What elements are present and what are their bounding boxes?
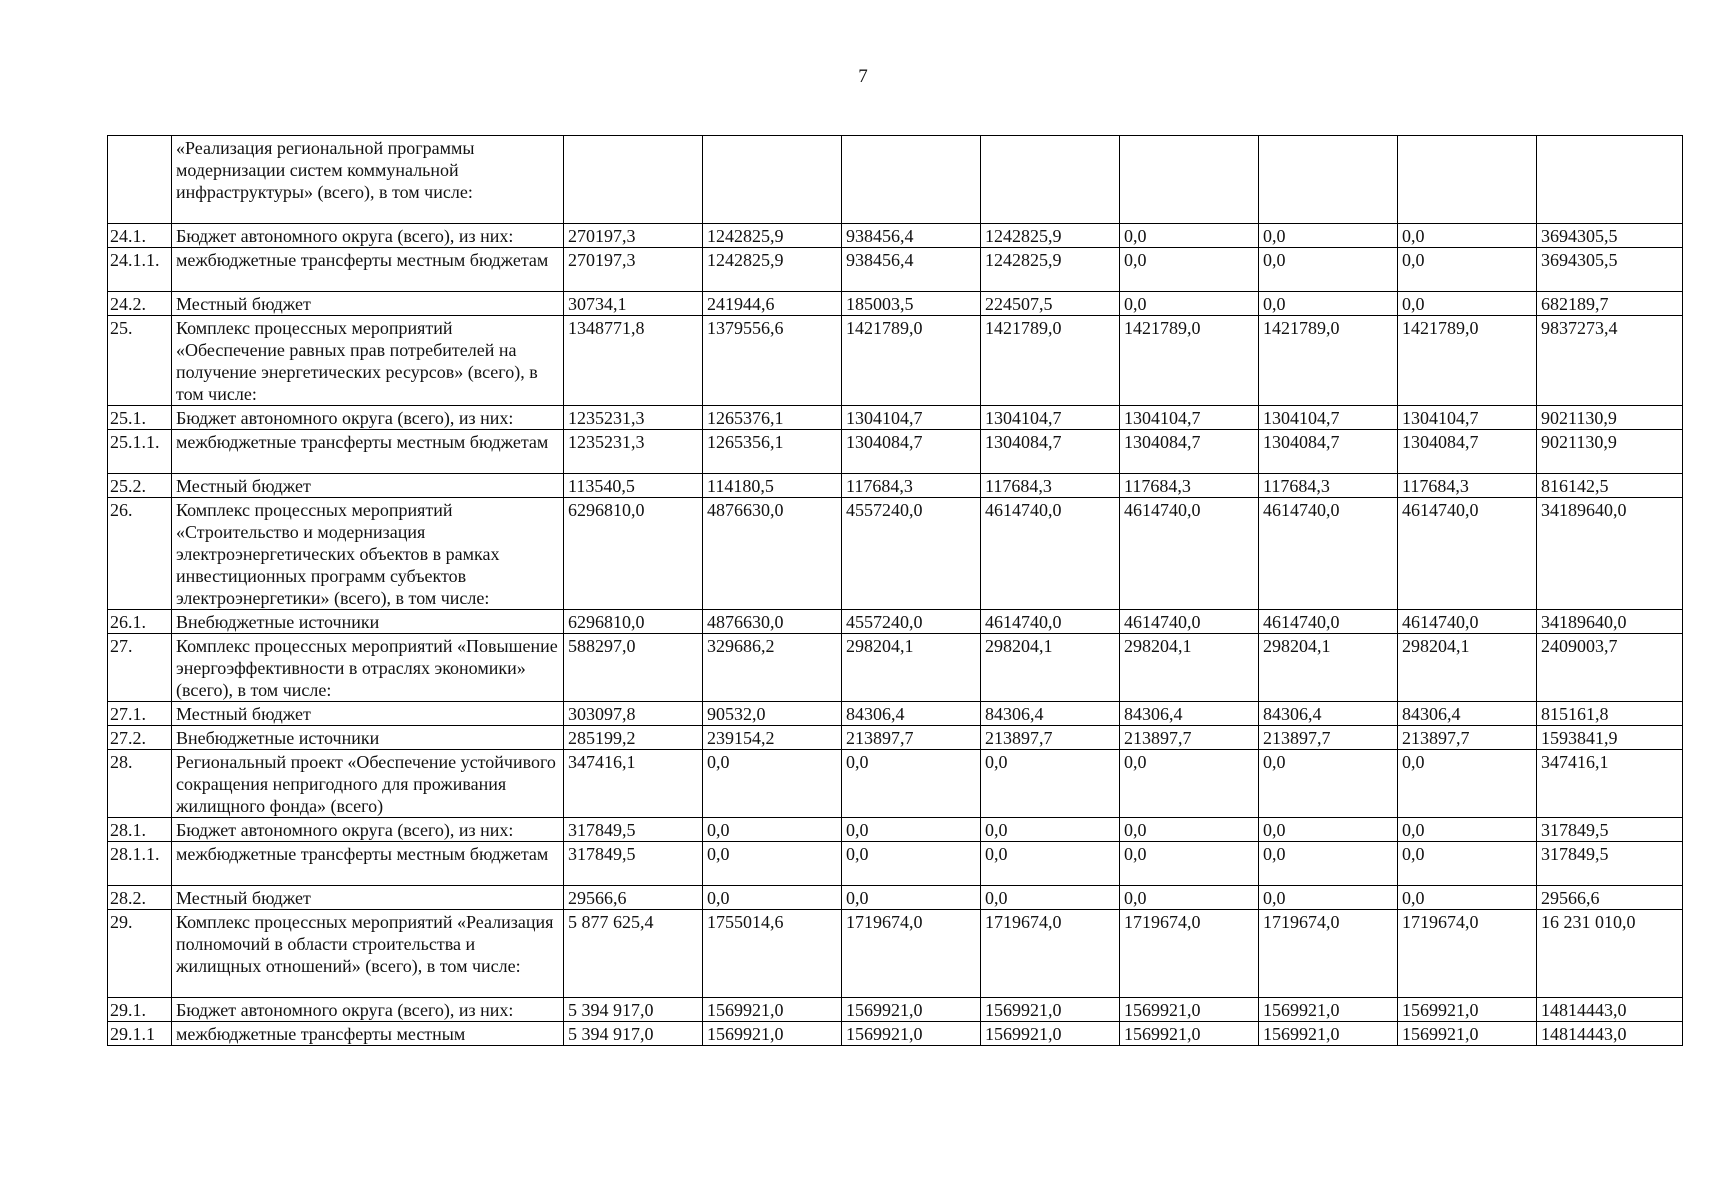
value-cell-col-6: 117684,3 [1259,474,1398,498]
value-cell-col-8: 16 231 010,0 [1537,910,1683,998]
row-code: 25.1.1. [108,430,172,474]
value-cell-col-1: 6296810,0 [564,498,703,610]
value-cell-col-7 [1398,136,1537,224]
value-cell-col-7: 84306,4 [1398,702,1537,726]
value-cell-col-2: 239154,2 [703,726,842,750]
value-cell-col-4: 0,0 [981,750,1120,818]
value-cell-col-5: 0,0 [1120,818,1259,842]
value-cell-col-5: 0,0 [1120,750,1259,818]
value-cell-col-5: 0,0 [1120,224,1259,248]
table-row [108,726,1683,750]
row-code: 27. [108,634,172,702]
value-cell-col-5: 1569921,0 [1120,998,1259,1022]
row-code: 25. [108,316,172,406]
value-cell-col-6: 1304104,7 [1259,406,1398,430]
value-cell-col-8: 9837273,4 [1537,316,1683,406]
value-cell-col-8: 3694305,5 [1537,248,1683,292]
value-cell-col-2: 0,0 [703,842,842,886]
value-cell-col-3: 1304104,7 [842,406,981,430]
value-cell-col-7: 1569921,0 [1398,998,1537,1022]
value-cell-col-1: 113540,5 [564,474,703,498]
row-code: 28.1.1. [108,842,172,886]
row-name: Комплекс процессных мероприятий «Повышение энергоэффективности в отраслях экономики» (всего), в том числе: [172,634,564,702]
value-cell-col-4: 84306,4 [981,702,1120,726]
value-cell-col-6: 213897,7 [1259,726,1398,750]
value-cell-col-6: 1569921,0 [1259,998,1398,1022]
value-cell-col-6: 0,0 [1259,750,1398,818]
value-cell-col-7: 0,0 [1398,248,1537,292]
value-cell-col-3: 938456,4 [842,224,981,248]
value-cell-col-8: 34189640,0 [1537,610,1683,634]
value-cell-col-7: 4614740,0 [1398,610,1537,634]
value-cell-col-1: 6296810,0 [564,610,703,634]
value-cell-col-3: 938456,4 [842,248,981,292]
value-cell-col-8: 2409003,7 [1537,634,1683,702]
row-code: 24.1.1. [108,248,172,292]
row-name: Бюджет автономного округа (всего), из них: [172,224,564,248]
value-cell-col-3: 4557240,0 [842,498,981,610]
value-cell-col-3: 1569921,0 [842,998,981,1022]
value-cell-col-7: 1304084,7 [1398,430,1537,474]
value-cell-col-2: 0,0 [703,818,842,842]
value-cell-col-8: 317849,5 [1537,818,1683,842]
value-cell-col-7: 0,0 [1398,842,1537,886]
value-cell-col-5: 0,0 [1120,248,1259,292]
value-cell-col-1: 317849,5 [564,842,703,886]
value-cell-col-6 [1259,136,1398,224]
value-cell-col-6: 4614740,0 [1259,610,1398,634]
value-cell-col-7: 298204,1 [1398,634,1537,702]
row-code: 24.2. [108,292,172,316]
value-cell-col-3: 117684,3 [842,474,981,498]
value-cell-col-1: 1235231,3 [564,430,703,474]
value-cell-col-6: 0,0 [1259,224,1398,248]
value-cell-col-2: 1265376,1 [703,406,842,430]
row-name: межбюджетные трансферты местным бюджетам [172,842,564,886]
value-cell-col-1 [564,136,703,224]
row-name: Комплекс процессных мероприятий «Обеспечение равных прав потребителей на получение энергетических ресурсов» (всего), в том числе: [172,316,564,406]
value-cell-col-3: 1719674,0 [842,910,981,998]
value-cell-col-5: 117684,3 [1120,474,1259,498]
row-name: Местный бюджет [172,886,564,910]
value-cell-col-3: 298204,1 [842,634,981,702]
value-cell-col-7: 4614740,0 [1398,498,1537,610]
value-cell-col-4: 1242825,9 [981,224,1120,248]
value-cell-col-4: 1421789,0 [981,316,1120,406]
table-row [108,248,1683,292]
value-cell-col-6: 0,0 [1259,292,1398,316]
value-cell-col-5: 0,0 [1120,292,1259,316]
row-name: Внебюджетные источники [172,726,564,750]
row-code: 24.1. [108,224,172,248]
value-cell-col-4: 213897,7 [981,726,1120,750]
table-row [108,1022,1683,1046]
value-cell-col-8: 682189,7 [1537,292,1683,316]
row-name: Региональный проект «Обеспечение устойчивого сокращения непригодного для проживания жилищного фонда» (всего) [172,750,564,818]
value-cell-col-6: 1569921,0 [1259,1022,1398,1046]
value-cell-col-5: 1421789,0 [1120,316,1259,406]
value-cell-col-7: 1569921,0 [1398,1022,1537,1046]
value-cell-col-1: 303097,8 [564,702,703,726]
value-cell-col-3: 0,0 [842,818,981,842]
value-cell-col-5: 4614740,0 [1120,610,1259,634]
value-cell-col-5: 0,0 [1120,842,1259,886]
value-cell-col-1: 588297,0 [564,634,703,702]
value-cell-col-2: 241944,6 [703,292,842,316]
value-cell-col-7: 213897,7 [1398,726,1537,750]
row-code: 26. [108,498,172,610]
value-cell-col-4: 1304104,7 [981,406,1120,430]
value-cell-col-2: 1569921,0 [703,998,842,1022]
row-code: 28. [108,750,172,818]
value-cell-col-2: 1242825,9 [703,224,842,248]
value-cell-col-8: 29566,6 [1537,886,1683,910]
row-name: межбюджетные трансферты местным бюджетам [172,430,564,474]
value-cell-col-5: 213897,7 [1120,726,1259,750]
value-cell-col-2: 90532,0 [703,702,842,726]
value-cell-col-6: 1719674,0 [1259,910,1398,998]
value-cell-col-3: 1421789,0 [842,316,981,406]
table-row [108,702,1683,726]
table-row [108,910,1683,998]
value-cell-col-3: 213897,7 [842,726,981,750]
value-cell-col-5: 1304104,7 [1120,406,1259,430]
table-row [108,842,1683,886]
value-cell-col-8: 816142,5 [1537,474,1683,498]
value-cell-col-7: 0,0 [1398,224,1537,248]
value-cell-col-2: 1755014,6 [703,910,842,998]
value-cell-col-4: 0,0 [981,886,1120,910]
value-cell-col-5: 0,0 [1120,886,1259,910]
table-row [108,750,1683,818]
row-code: 29.1.1 [108,1022,172,1046]
table-row [108,886,1683,910]
row-code: 25.1. [108,406,172,430]
value-cell-col-4: 1242825,9 [981,248,1120,292]
value-cell-col-6: 1421789,0 [1259,316,1398,406]
value-cell-col-6: 84306,4 [1259,702,1398,726]
value-cell-col-4: 224507,5 [981,292,1120,316]
table-row [108,224,1683,248]
value-cell-col-8: 9021130,9 [1537,430,1683,474]
value-cell-col-1: 5 877 625,4 [564,910,703,998]
value-cell-col-1: 1235231,3 [564,406,703,430]
value-cell-col-7: 1421789,0 [1398,316,1537,406]
row-code: 25.2. [108,474,172,498]
table-row [108,292,1683,316]
value-cell-col-4: 4614740,0 [981,498,1120,610]
value-cell-col-2: 114180,5 [703,474,842,498]
value-cell-col-3 [842,136,981,224]
value-cell-col-7: 0,0 [1398,886,1537,910]
value-cell-col-7: 117684,3 [1398,474,1537,498]
row-name: Местный бюджет [172,474,564,498]
value-cell-col-2: 0,0 [703,886,842,910]
row-name: Комплекс процессных мероприятий «Строительство и модернизация электроэнергетических объектов в рамках инвестиционных программ субъектов электроэнергетики» (всего), в том числе: [172,498,564,610]
table-row [108,610,1683,634]
value-cell-col-8: 9021130,9 [1537,406,1683,430]
value-cell-col-6: 1304084,7 [1259,430,1398,474]
table-row [108,634,1683,702]
value-cell-col-8: 815161,8 [1537,702,1683,726]
table-row [108,998,1683,1022]
value-cell-col-3: 0,0 [842,750,981,818]
table-row [108,818,1683,842]
value-cell-col-8: 3694305,5 [1537,224,1683,248]
table-row [108,406,1683,430]
value-cell-col-1: 1348771,8 [564,316,703,406]
value-cell-col-5: 1719674,0 [1120,910,1259,998]
value-cell-col-4: 0,0 [981,818,1120,842]
value-cell-col-6: 298204,1 [1259,634,1398,702]
row-name: Бюджет автономного округа (всего), из них: [172,818,564,842]
value-cell-col-3: 1304084,7 [842,430,981,474]
value-cell-col-3: 185003,5 [842,292,981,316]
row-code: 26.1. [108,610,172,634]
value-cell-col-2: 4876630,0 [703,498,842,610]
value-cell-col-2: 1379556,6 [703,316,842,406]
value-cell-col-5: 298204,1 [1120,634,1259,702]
value-cell-col-3: 1569921,0 [842,1022,981,1046]
row-code: 28.2. [108,886,172,910]
value-cell-col-8: 317849,5 [1537,842,1683,886]
table-row [108,474,1683,498]
value-cell-col-1: 30734,1 [564,292,703,316]
value-cell-col-5: 1569921,0 [1120,1022,1259,1046]
value-cell-col-1: 5 394 917,0 [564,998,703,1022]
value-cell-col-4: 117684,3 [981,474,1120,498]
row-code: 27.2. [108,726,172,750]
value-cell-col-5: 4614740,0 [1120,498,1259,610]
value-cell-col-8: 34189640,0 [1537,498,1683,610]
row-code: 29.1. [108,998,172,1022]
value-cell-col-8: 14814443,0 [1537,1022,1683,1046]
value-cell-col-7: 0,0 [1398,292,1537,316]
row-name: Местный бюджет [172,702,564,726]
table-row [108,430,1683,474]
row-code: 28.1. [108,818,172,842]
value-cell-col-4: 298204,1 [981,634,1120,702]
table-row [108,498,1683,610]
value-cell-col-4: 4614740,0 [981,610,1120,634]
value-cell-col-4: 0,0 [981,842,1120,886]
table-row [108,136,1683,224]
row-code [108,136,172,224]
value-cell-col-7: 0,0 [1398,818,1537,842]
row-code: 29. [108,910,172,998]
value-cell-col-8: 1593841,9 [1537,726,1683,750]
value-cell-col-4: 1304084,7 [981,430,1120,474]
value-cell-col-1: 270197,3 [564,248,703,292]
value-cell-col-6: 0,0 [1259,818,1398,842]
value-cell-col-7: 1304104,7 [1398,406,1537,430]
value-cell-col-6: 0,0 [1259,842,1398,886]
row-name: «Реализация региональной программы модернизации систем коммунальной инфраструктуры» (всего), в том числе: [172,136,564,224]
value-cell-col-2: 1569921,0 [703,1022,842,1046]
value-cell-col-4: 1719674,0 [981,910,1120,998]
value-cell-col-3: 4557240,0 [842,610,981,634]
table-row [108,316,1683,406]
value-cell-col-1: 285199,2 [564,726,703,750]
value-cell-col-6: 4614740,0 [1259,498,1398,610]
value-cell-col-2: 329686,2 [703,634,842,702]
value-cell-col-8 [1537,136,1683,224]
value-cell-col-1: 5 394 917,0 [564,1022,703,1046]
value-cell-col-3: 84306,4 [842,702,981,726]
value-cell-col-1: 317849,5 [564,818,703,842]
value-cell-col-2: 4876630,0 [703,610,842,634]
value-cell-col-1: 347416,1 [564,750,703,818]
row-name: Бюджет автономного округа (всего), из них: [172,998,564,1022]
row-name: Местный бюджет [172,292,564,316]
row-name: Внебюджетные источники [172,610,564,634]
value-cell-col-8: 14814443,0 [1537,998,1683,1022]
value-cell-col-5: 84306,4 [1120,702,1259,726]
value-cell-col-2: 1265356,1 [703,430,842,474]
value-cell-col-2: 1242825,9 [703,248,842,292]
page-number: 7 [858,66,868,87]
value-cell-col-1: 270197,3 [564,224,703,248]
value-cell-col-3: 0,0 [842,842,981,886]
budget-table [107,135,1683,1046]
value-cell-col-6: 0,0 [1259,248,1398,292]
value-cell-col-7: 1719674,0 [1398,910,1537,998]
row-name: Бюджет автономного округа (всего), из них: [172,406,564,430]
value-cell-col-8: 347416,1 [1537,750,1683,818]
row-name: межбюджетные трансферты местным бюджетам [172,248,564,292]
value-cell-col-7: 0,0 [1398,750,1537,818]
value-cell-col-2: 0,0 [703,750,842,818]
row-code: 27.1. [108,702,172,726]
value-cell-col-5: 1304084,7 [1120,430,1259,474]
value-cell-col-4: 1569921,0 [981,1022,1120,1046]
value-cell-col-6: 0,0 [1259,886,1398,910]
value-cell-col-1: 29566,6 [564,886,703,910]
value-cell-col-5 [1120,136,1259,224]
row-name: Комплекс процессных мероприятий «Реализация полномочий в области строительства и жилищных отношений» (всего), в том числе: [172,910,564,998]
value-cell-col-2 [703,136,842,224]
value-cell-col-4: 1569921,0 [981,998,1120,1022]
row-name: межбюджетные трансферты местным [172,1022,564,1046]
value-cell-col-3: 0,0 [842,886,981,910]
value-cell-col-4 [981,136,1120,224]
